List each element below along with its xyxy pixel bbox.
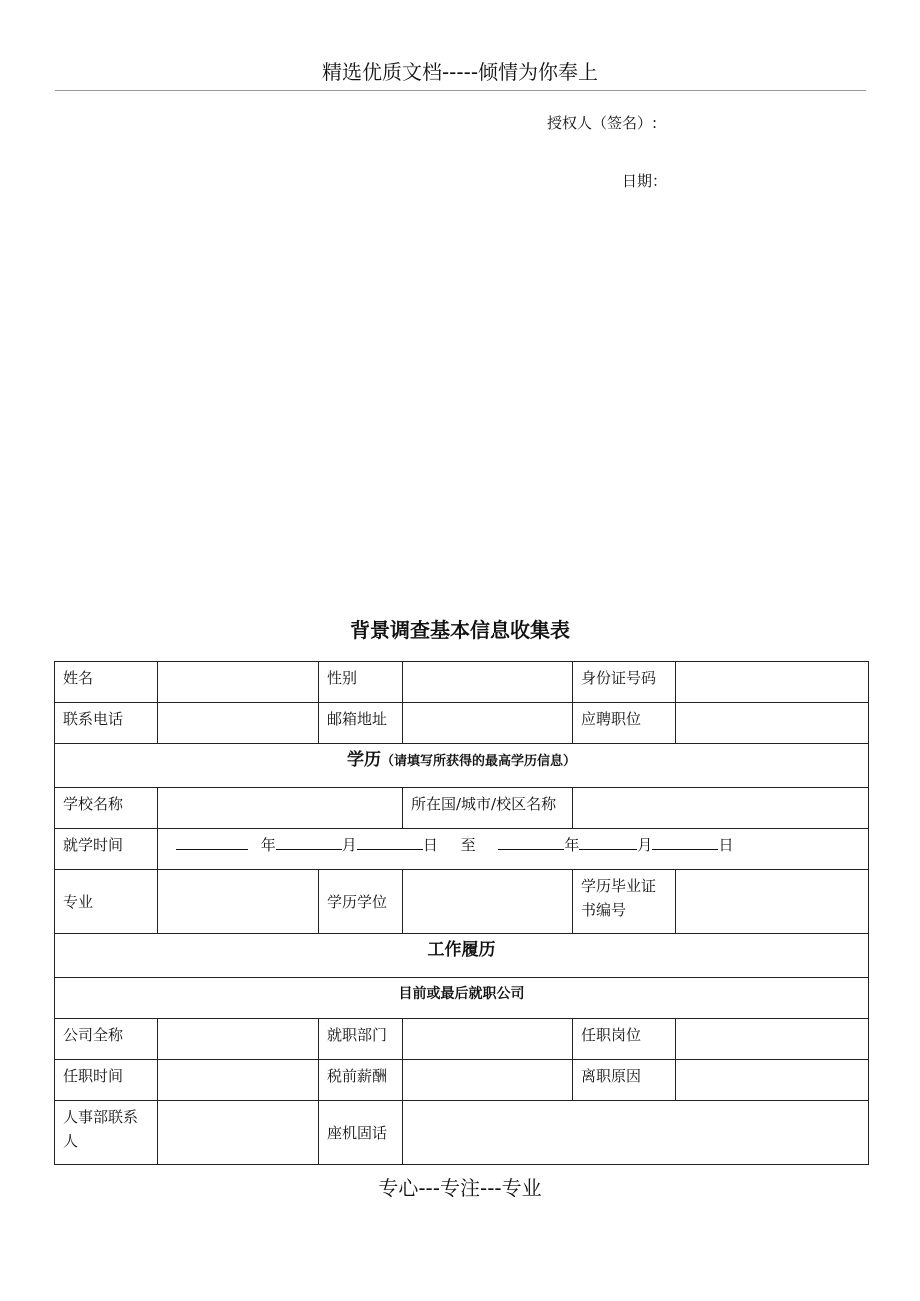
label-salary: 税前薪酬 [319,1060,403,1101]
background-check-form [54,661,869,1165]
unit-day-end: 日 [718,836,734,854]
end-year-blank[interactable] [498,833,564,850]
label-job-title: 任职岗位 [573,1019,676,1060]
label-employment-period: 任职时间 [55,1060,158,1101]
label-company: 公司全称 [55,1019,158,1060]
field-school[interactable] [158,788,403,829]
date-label: 日期： [622,172,668,190]
form-title: 背景调查基本信息收集表 [350,618,570,642]
work-history-header: 工作履历 [55,934,869,978]
page-header: 精选优质文档-----倾情为你奉上 [321,60,599,84]
label-landline: 座机固话 [319,1101,403,1165]
field-hr-contact[interactable] [158,1101,319,1165]
field-email[interactable] [403,703,573,744]
unit-day-start: 日 [422,836,438,854]
field-employment-period[interactable] [158,1060,319,1101]
field-degree[interactable] [403,870,573,934]
field-leave-reason[interactable] [676,1060,869,1101]
label-name: 姓名 [55,662,158,703]
field-landline[interactable] [403,1101,869,1165]
label-id-number: 身份证号码 [573,662,676,703]
label-department: 就职部门 [319,1019,403,1060]
start-day-blank[interactable] [357,833,423,850]
label-phone: 联系电话 [55,703,158,744]
field-id-number[interactable] [676,662,869,703]
label-school: 学校名称 [55,788,158,829]
education-note: （请填写所获得的最高学历信息） [380,754,576,769]
end-month-blank[interactable] [579,833,637,850]
page-footer: 专心---专注---专业 [378,1176,542,1200]
label-study-period: 就学时间 [55,829,158,870]
field-gender[interactable] [403,662,573,703]
label-cert-number: 学历毕业证书编号 [573,870,676,934]
header-divider [55,90,866,91]
field-salary[interactable] [403,1060,573,1101]
field-phone[interactable] [158,703,319,744]
unit-year-end: 年 [564,836,580,854]
label-degree: 学历学位 [319,870,403,934]
field-job-title[interactable] [676,1019,869,1060]
label-major: 专业 [55,870,158,934]
label-leave-reason: 离职原因 [573,1060,676,1101]
field-location[interactable] [573,788,869,829]
unit-month-start: 月 [341,836,357,854]
field-study-period[interactable] [158,829,869,870]
label-email: 邮箱地址 [319,703,403,744]
unit-to: 至 [460,836,476,854]
field-cert-number[interactable] [676,870,869,934]
education-title: 学历 [346,750,381,770]
unit-year-start: 年 [260,836,276,854]
unit-month-end: 月 [637,836,653,854]
label-gender: 性别 [319,662,403,703]
field-major[interactable] [158,870,319,934]
current-company-header: 目前或最后就职公司 [55,978,869,1019]
start-year-blank[interactable] [176,833,248,850]
signer-label: 授权人（签名）: [547,114,658,132]
field-name[interactable] [158,662,319,703]
end-day-blank[interactable] [652,833,718,850]
label-position-applied: 应聘职位 [573,703,676,744]
education-section-header [55,744,869,788]
start-month-blank[interactable] [276,833,342,850]
field-department[interactable] [403,1019,573,1060]
label-hr-contact: 人事部联系人 [55,1101,158,1165]
field-position-applied[interactable] [676,703,869,744]
label-location: 所在国/城市/校区名称 [403,788,573,829]
field-company[interactable] [158,1019,319,1060]
